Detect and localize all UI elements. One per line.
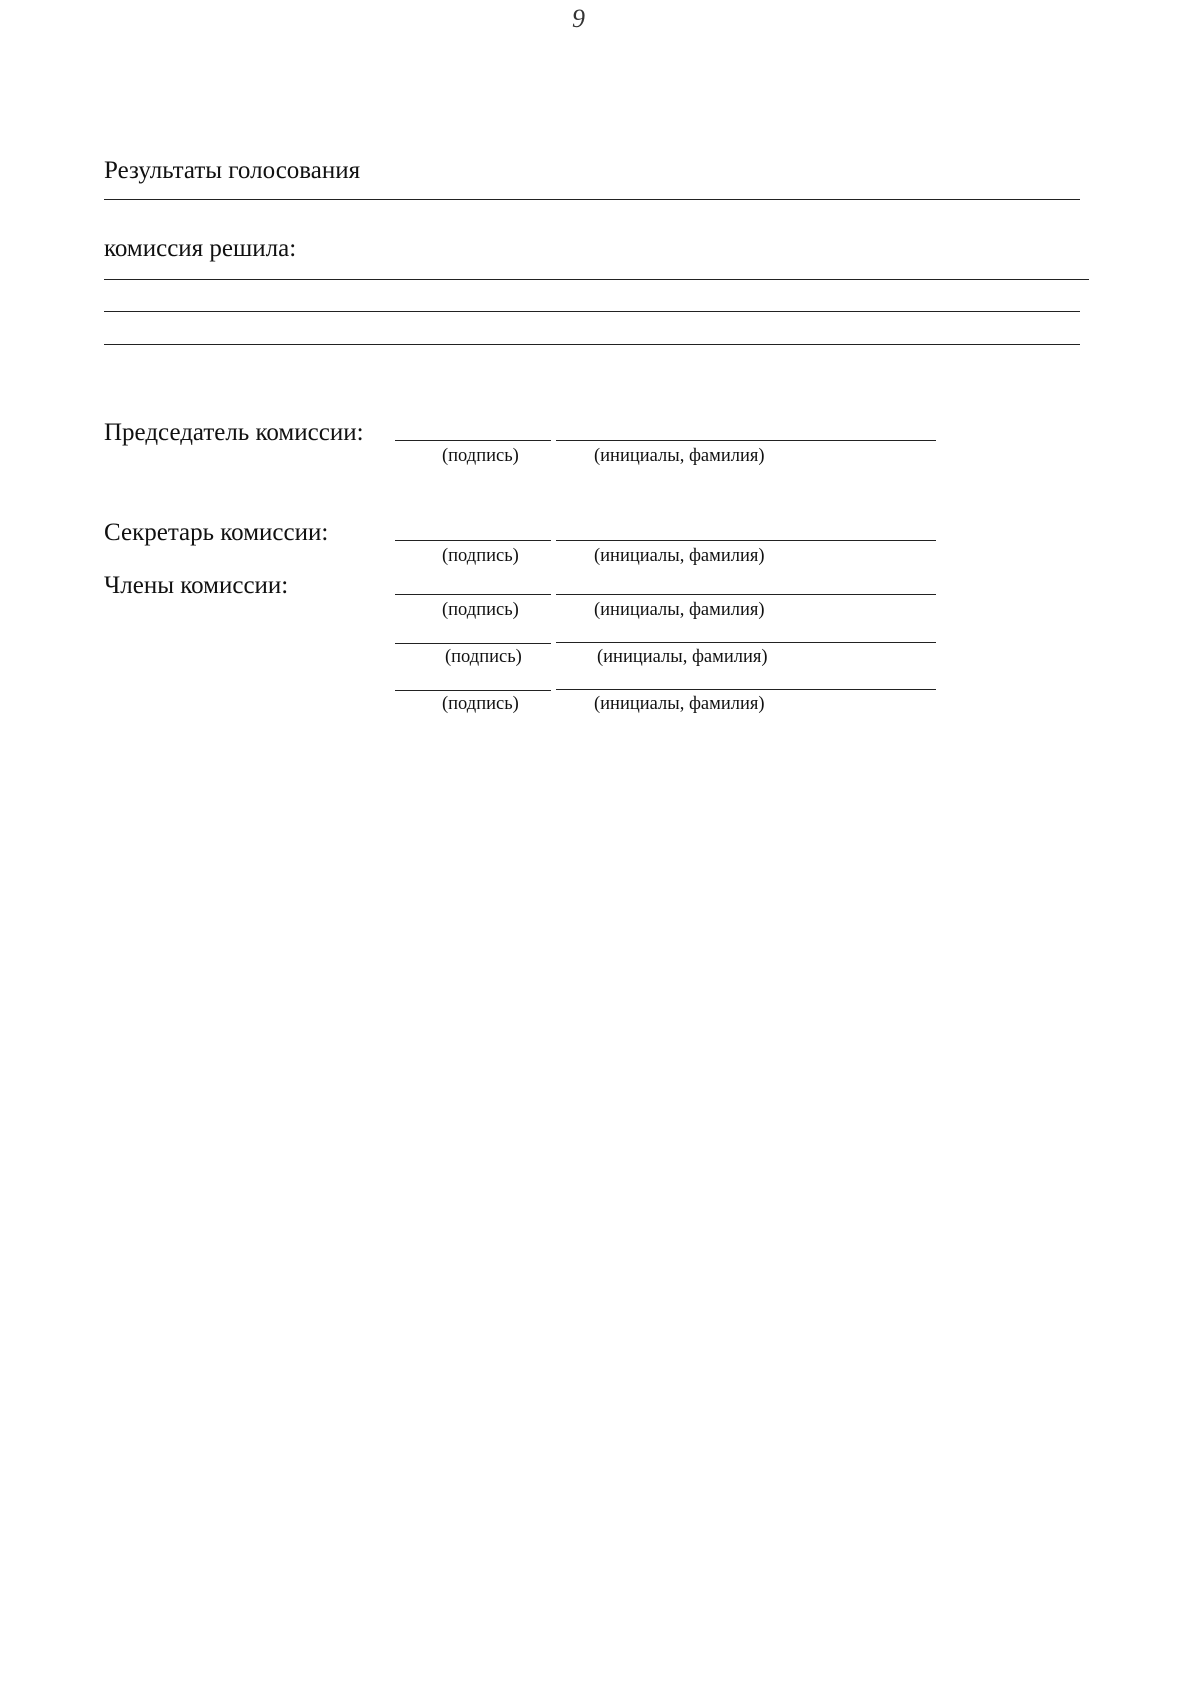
decision-line-1[interactable] xyxy=(104,279,1089,280)
member-3-signature-line[interactable] xyxy=(395,690,551,691)
secretary-name-caption: (инициалы, фамилия) xyxy=(594,546,765,566)
member-2-name-caption: (инициалы, фамилия) xyxy=(597,647,768,667)
decision-line-2[interactable] xyxy=(104,311,1080,312)
member-1-signature-line[interactable] xyxy=(395,594,551,595)
page-number: 9 xyxy=(572,4,585,33)
member-1-signature-caption: (подпись) xyxy=(442,600,519,620)
voting-results-line[interactable] xyxy=(104,199,1080,200)
members-label: Члены комиссии: xyxy=(104,572,289,599)
secretary-name-line[interactable] xyxy=(556,540,936,541)
chairman-name-caption: (инициалы, фамилия) xyxy=(594,446,765,466)
member-3-signature-caption: (подпись) xyxy=(442,694,519,714)
secretary-signature-caption: (подпись) xyxy=(442,546,519,566)
member-2-name-line[interactable] xyxy=(556,642,936,643)
secretary-signature-line[interactable] xyxy=(395,540,551,541)
chairman-label: Председатель комиссии: xyxy=(104,419,364,446)
member-3-name-line[interactable] xyxy=(556,689,936,690)
decision-label: комиссия решила: xyxy=(104,235,297,262)
chairman-name-line[interactable] xyxy=(556,440,936,441)
chairman-signature-caption: (подпись) xyxy=(442,446,519,466)
voting-results-label: Результаты голосования xyxy=(104,157,361,184)
member-2-signature-line[interactable] xyxy=(395,643,551,644)
member-1-name-line[interactable] xyxy=(556,594,936,595)
decision-line-3[interactable] xyxy=(104,344,1080,345)
member-3-name-caption: (инициалы, фамилия) xyxy=(594,694,765,714)
secretary-label: Секретарь комиссии: xyxy=(104,519,329,546)
member-1-name-caption: (инициалы, фамилия) xyxy=(594,600,765,620)
chairman-signature-line[interactable] xyxy=(395,440,551,441)
member-2-signature-caption: (подпись) xyxy=(445,647,522,667)
